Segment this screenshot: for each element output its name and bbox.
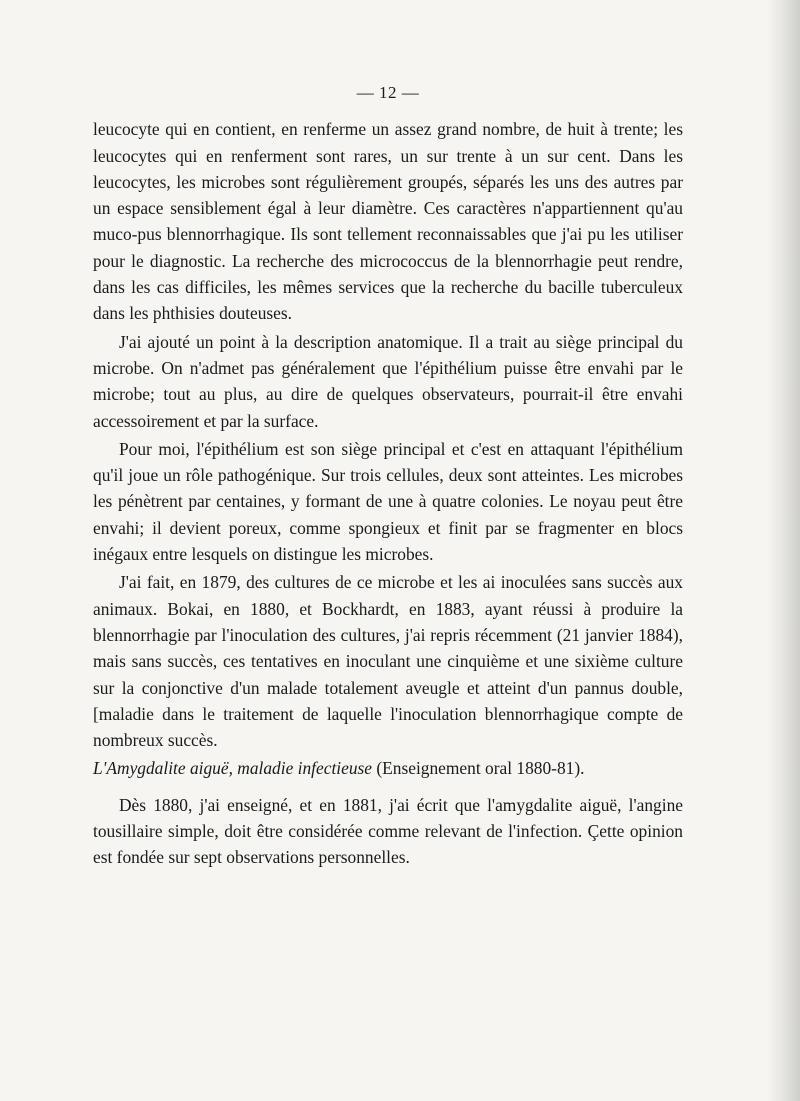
section-heading-note: (Enseignement oral 1880-81).: [372, 758, 585, 779]
paragraph-1: leucocyte qui en contient, en renferme un assez grand nombre, de huit à trente; les leucocytes qui en renferment sont rares, un sur trente à un sur cent. Dans les leucocytes, les microbes sont régulièrement groupés, séparés les uns des autres par un espace sensiblement égal à leur diamètre. Ces caractères n'appartiennent qu'au muco-pus blennorrhagique. Ils sont tellement reconnaissables que j'ai pu les utiliser pour le diagnostic. La recherche des micrococcus de la blennorrhagie peut rendre, dans les cas difficiles, les mêmes services que la recherche du bacille tuberculeux dans les phthisies douteuses.: [93, 119, 683, 324]
page-edge-shadow: [766, 0, 800, 1101]
section-paragraph: Dès 1880, j'ai enseigné, et en 1881, j'ai écrit que l'amygdalite aiguë, l'angine tousillaire simple, doit être considérée comme relevant de l'infection. Çette opinion est fondée sur sept observations personnelles.: [93, 794, 683, 868]
section-heading-title: L'Amygdalite aiguë, maladie infectieuse: [93, 758, 373, 779]
paragraph-4: J'ai fait, en 1879, des cultures de ce microbe et les ai inoculées sans succès aux animaux. Bokai, en 1880, et Bockhardt, en 1883, ayant réussi à produire la blennorrhagie par l'inoculation des cultures, j'ai repris récemment (21 janvier 1884), mais sans succès, ces tentatives en inoculant une cinquième et une sixième culture sur la conjonctive d'un malade totalement aveugle et atteint d'un pannus double, [maladie dans le traitement de laquelle l'inoculation blennorrhagique compte de nombreux succès.: [93, 572, 683, 751]
section-heading: [93, 755, 683, 781]
paragraph-2: J'ai ajouté un point à la description anatomique. Il a trait au siège principal du microbe. On n'admet pas généralement que l'épithélium puisse être envahi par le microbe; tout au plus, au dire de quelques observateurs, pourrait-il être envahi accessoirement et par la surface.: [93, 331, 683, 431]
page-number: — 12 —: [356, 83, 420, 102]
page-content: [93, 80, 683, 871]
paragraph-3: Pour moi, l'épithélium est son siège principal et c'est en attaquant l'épithélium qu'il joue un rôle pathogénique. Sur trois cellules, deux sont atteintes. Les microbes les pénètrent par centaines, y formant de une à quatre colonies. Le noyau peut être envahi; il devient poreux, comme spongieux et finit par se fragmenter en blocs inégaux entre lesquels on distingue les microbes.: [93, 438, 683, 565]
